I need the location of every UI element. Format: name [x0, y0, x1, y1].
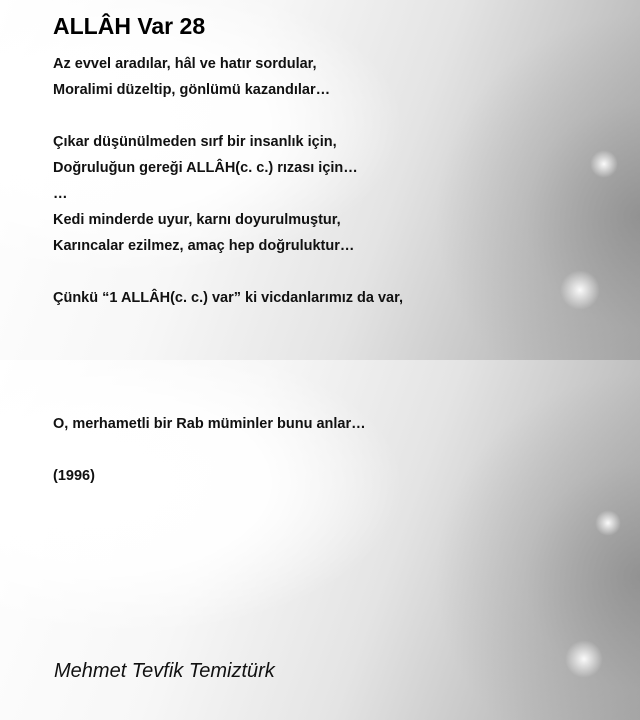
poem-line: Moralimi düzeltip, gönlümü kazandılar…	[53, 82, 331, 98]
light-sparkle	[595, 510, 621, 536]
poem-line: Karıncalar ezilmez, amaç hep doğruluktur…	[53, 238, 355, 254]
poem-line: Kedi minderde uyur, karnı doyurulmuştur,	[53, 212, 341, 228]
poem-line: Çıkar düşünülmeden sırf bir insanlık için,	[53, 134, 337, 150]
poem-title: ALLÂH Var 28	[53, 13, 206, 39]
poem-card-bottom	[0, 360, 640, 720]
poem-line: Doğruluğun gereği ALLÂH(c. c.) rızası için…	[53, 160, 358, 176]
poem-line: Çünkü “1 ALLÂH(c. c.) var” ki vicdanlarımız da var,	[53, 290, 403, 306]
poem-author: Mehmet Tevfik Temiztürk	[54, 660, 275, 682]
light-sparkle	[590, 150, 618, 178]
light-sparkle	[560, 270, 600, 310]
light-sparkle	[565, 640, 603, 678]
poem-line: …	[53, 186, 68, 202]
poem-line: O, merhametli bir Rab müminler bunu anlar…	[53, 416, 366, 432]
poem-line: Az evvel aradılar, hâl ve hatır sordular,	[53, 56, 317, 72]
poem-year: (1996)	[53, 468, 95, 484]
